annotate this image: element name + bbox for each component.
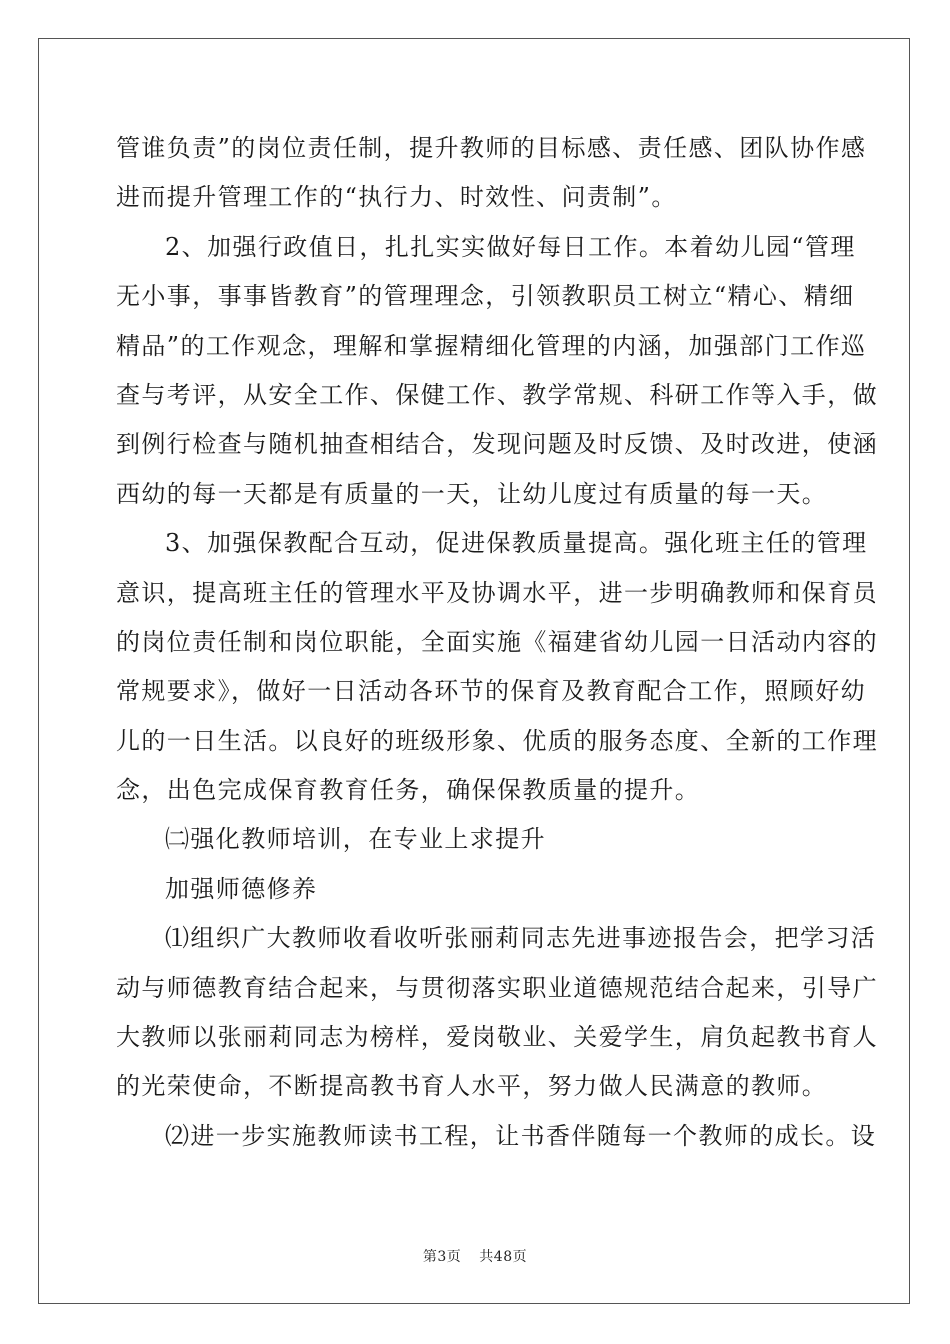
- page-footer: [0, 1246, 950, 1266]
- text-line: 动与师德教育结合起来，与贯彻落实职业道德规范结合起来，引导广: [116, 973, 878, 1002]
- text-line: 念，出色完成保育教育任务，确保保教质量的提升。: [116, 776, 701, 805]
- text-line: 意识，提高班主任的管理水平及协调水平，进一步明确教师和保育员: [116, 578, 878, 607]
- current-page-number: 第3页: [422, 1249, 462, 1265]
- text-line: ⑵进一步实施教师读书工程，让书香伴随每一个教师的成长。设: [165, 1121, 877, 1150]
- text-line: 到例行检查与随机抽查相结合，发现问题及时反馈、及时改进，使涵: [116, 430, 878, 459]
- text-line: 精品”的工作观念，理解和掌握精细化管理的内涵，加强部门工作巡: [116, 331, 867, 360]
- text-line: ㈡强化教师培训，在专业上求提升: [165, 825, 546, 854]
- text-line: 儿的一日生活。以良好的班级形象、优质的服务态度、全新的工作理: [116, 726, 878, 755]
- text-line: 2、加强行政值日，扎扎实实做好每日工作。本着幼儿园“管理: [165, 232, 856, 261]
- text-line: 大教师以张丽莉同志为榜样，爱岗敬业、关爱学生，肩负起教书育人: [116, 1023, 878, 1052]
- text-line: 常规要求》，做好一日活动各环节的保育及教育配合工作，照顾好幼: [116, 677, 866, 706]
- text-line: ⑴组织广大教师收看收听张丽莉同志先进事迹报告会，把学习活: [165, 924, 877, 953]
- text-line: 3、加强保教配合互动，促进保教质量提高。强化班主任的管理: [165, 529, 868, 558]
- text-line: 西幼的每一天都是有质量的一天，让幼儿度过有质量的每一天。: [116, 479, 828, 508]
- text-line: 的光荣使命，不断提高教书育人水平，努力做人民满意的教师。: [116, 1072, 828, 1101]
- text-line: 无小事，事事皆教育”的管理理念，引领教职员工树立“精心、精细: [116, 282, 855, 311]
- document-body: [116, 124, 878, 1161]
- total-page-count: 共48页: [479, 1249, 528, 1265]
- text-line: 管谁负责”的岗位责任制，提升教师的目标感、责任感、团队协作感: [116, 134, 867, 162]
- text-line: 进而提升管理工作的“执行力、时效性、问责制”。: [116, 183, 677, 212]
- text-line: 的岗位责任制和岗位职能，全面实施《福建省幼儿园一日活动内容的: [116, 627, 878, 656]
- text-line: 查与考评，从安全工作、保健工作、教学常规、科研工作等入手，做: [116, 380, 878, 409]
- text-line: 加强师德修养: [165, 874, 318, 903]
